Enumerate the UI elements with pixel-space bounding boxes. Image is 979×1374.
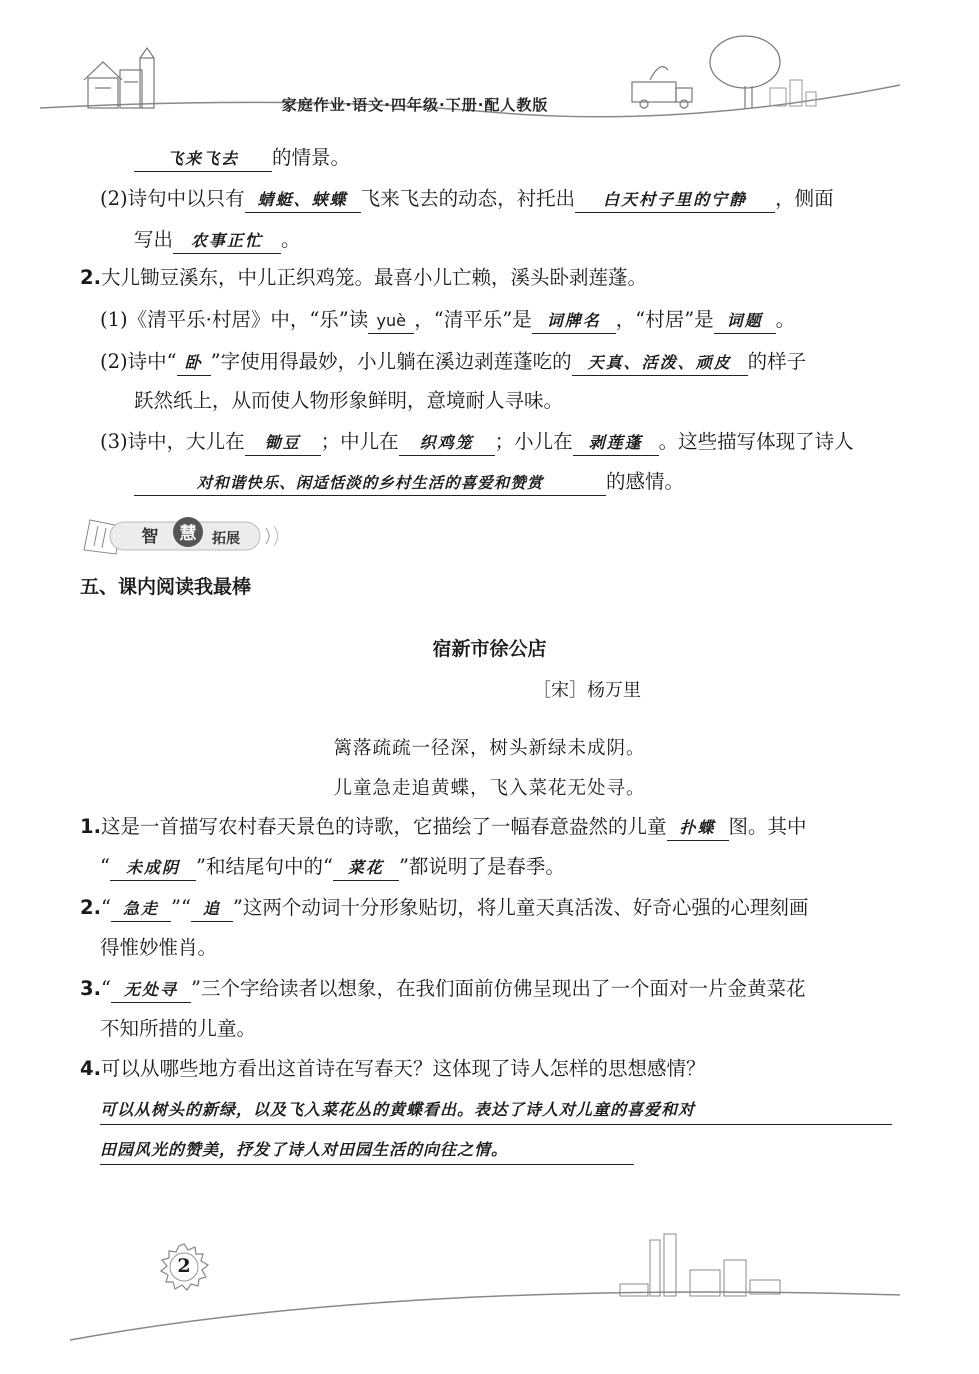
answer-blank: 飞来飞去 xyxy=(134,147,272,172)
badge-char-3: 拓展 xyxy=(212,531,240,547)
badge-char-1: 智 xyxy=(141,527,159,547)
answer-blank: 锄豆 xyxy=(245,431,321,456)
answer-blank: 天真、活泼、顽皮 xyxy=(572,351,748,376)
answer-blank: 蜻蜓、蛱蝶 xyxy=(245,188,361,213)
answer-blank: 对和谐快乐、闲适恬淡的乡村生活的喜爱和赞赏 xyxy=(134,471,606,496)
city-sketch-icon xyxy=(770,80,816,106)
house-sketch-icon xyxy=(84,48,154,108)
answer-blank: 词题 xyxy=(714,309,776,334)
q2-sub2-line-2: 跃然纸上，从而使人物形象鲜明，意境耐人寻味。 xyxy=(134,389,564,412)
answer-blank: 菜花 xyxy=(333,856,399,881)
reading-q3-line-1: 3.“ 无处寻 ”三个字给读者以想象，在我们面前仿佛呈现出了一个面对一片金黄菜花 xyxy=(80,975,805,1003)
reading-q4-answer-line-1: 可以从树头的新绿，以及飞入菜花丛的黄蝶看出。表达了诗人对儿童的喜爱和对 xyxy=(100,1096,892,1125)
answer-blank: 追 xyxy=(191,897,233,922)
city-skyline-icon xyxy=(620,1234,780,1296)
answer-blank: 词牌名 xyxy=(532,309,616,334)
answer-blank: 无处寻 xyxy=(111,978,191,1003)
reading-q2-line-1: 2.“ 急走 ”“ 追 ”这两个动词十分形象贴切，将儿童天真活泼、好奇心强的心理刻画 xyxy=(80,894,808,922)
poem-line-1: 篱落疏疏一径深，树头新绿未成阴。 xyxy=(333,738,646,759)
q2-sub3-line-1: (3)诗中，大儿在 锄豆 ；中儿在 织鸡笼 ；小儿在 剥莲蓬 。这些描写体现了诗人 xyxy=(100,428,854,456)
q1-line-1: 飞来飞去 的情景。 xyxy=(134,144,350,172)
wisdom-extension-badge xyxy=(80,510,280,556)
answer-blank: 剥莲蓬 xyxy=(573,431,659,456)
q2-sub3-line-2: 对和谐快乐、闲适恬淡的乡村生活的喜爱和赞赏 的感情。 xyxy=(134,468,684,496)
q2-sub2-line-1: (2)诗中“ 卧 ”字使用得最妙，小儿躺在溪边剥莲蓬吃的 天真、活泼、顽皮 的样子 xyxy=(100,348,806,376)
badge-char-2: 慧 xyxy=(179,524,197,544)
reading-q1-line-2: “ 未成阴 ”和结尾句中的“ 菜花 ”都说明了是春季。 xyxy=(100,853,565,881)
reading-q4-answer-line-2: 田园风光的赞美，抒发了诗人对田园生活的向往之情。 xyxy=(100,1136,634,1165)
answer-blank: 扑蝶 xyxy=(667,816,729,841)
page-number: 2 xyxy=(177,1255,191,1277)
answer-blank: 急走 xyxy=(111,897,171,922)
poem-line-2: 儿童急走追黄蝶，飞入菜花无处寻。 xyxy=(333,778,646,799)
q1-sub2-line-1: (2)诗句中以只有 蜻蜓、蛱蝶 飞来飞去的动态，衬托出 白天村子里的宁静 ，侧面 xyxy=(100,185,834,213)
answer-blank: 白天村子里的宁静 xyxy=(575,188,775,213)
q2-stem: 2.大儿锄豆溪东，中儿正织鸡笼。最喜小儿亡赖，溪头卧剥莲蓬。 xyxy=(80,266,647,289)
header-title: 家庭作业·语文·四年级·下册·配人教版 xyxy=(281,96,549,114)
reading-q2-line-2: 得惟妙惟肖。 xyxy=(100,936,218,959)
q1-sub2-line-2: 写出 农事正忙 。 xyxy=(134,226,301,254)
truck-sketch-icon xyxy=(632,67,692,108)
poem-title: 宿新市徐公店 xyxy=(432,638,547,660)
reading-q1-line-1: 1.这是一首描写农村春天景色的诗歌，它描绘了一幅春意盎然的儿童 扑蝶 图。其中 xyxy=(80,813,807,841)
poem-author: ［宋］杨万里 xyxy=(533,680,641,701)
answer-blank: 织鸡笼 xyxy=(399,431,495,456)
answer-blank: 农事正忙 xyxy=(173,229,281,254)
answer-blank: yuè xyxy=(368,309,414,334)
reading-q4-stem: 4.可以从哪些地方看出这首诗在写春天？这体现了诗人怎样的思想感情？ xyxy=(80,1057,706,1080)
reading-q3-line-2: 不知所措的儿童。 xyxy=(100,1017,257,1040)
answer-blank: 卧 xyxy=(177,351,211,376)
section-title: 五、课内阅读我最棒 xyxy=(80,576,252,598)
q2-sub1: (1)《清平乐·村居》中，“乐”读 yuè ，“清平乐”是 词牌名 ，“村居”是 词题 。 xyxy=(100,306,795,334)
footer-decoration xyxy=(0,1200,979,1374)
answer-blank: 未成阴 xyxy=(110,856,196,881)
